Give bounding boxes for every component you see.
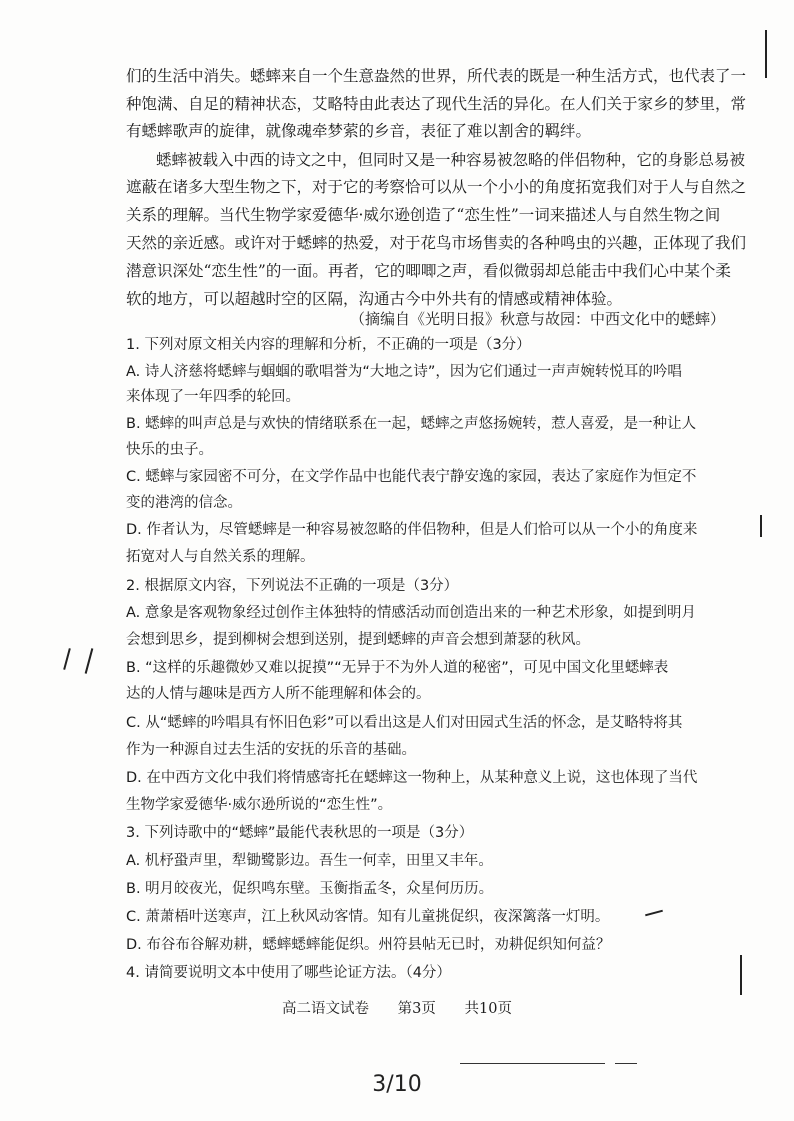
scan-mark xyxy=(760,515,762,537)
question-1-option-d-cont: 拓宽对人与自然关系的理解。 xyxy=(126,549,315,565)
exam-title: 高二语文试卷 xyxy=(282,1001,370,1017)
question-2-option-d-cont: 生物学家爱德华·威尔逊所说的“恋生性”。 xyxy=(126,797,393,813)
question-2-option-c-cont: 作为一种源自过去生活的安抚的乐音的基础。 xyxy=(126,742,416,758)
passage-line: 遮蔽在诸多大型生物之下，对于它的考察恰可以从一个小小的角度拓宽我们对于人与自然之 xyxy=(126,178,747,196)
question-2-stem: 2. 根据原文内容，下列说法不正确的一项是（3分） xyxy=(126,578,459,594)
passage-line: 们的生活中消失。蟋蟀来自一个生意盎然的世界，所代表的既是一种生活方式，也代表了一 xyxy=(126,67,747,85)
question-3-option-c: C. 萧萧梧叶送寒声，江上秋风动客情。知有儿童挑促织，夜深篱落一灯明。 xyxy=(126,909,610,925)
question-1-stem: 1. 下列对原文相关内容的理解和分析，不正确的一项是（3分） xyxy=(126,337,531,353)
question-2-option-a: A. 意象是客观物象经过创作主体独特的情感活动而创造出来的一种艺术形象，如提到明月 xyxy=(126,605,696,621)
passage-source: （摘编自《光明日报》秋意与故园：中西文化中的蟋蟀） xyxy=(350,310,726,328)
scan-mark xyxy=(740,955,742,995)
question-4-stem: 4. 请简要说明文本中使用了哪些论证方法。（4分） xyxy=(126,965,451,981)
question-2-option-a-cont: 会想到思乡，提到柳树会想到送别，提到蟋蟀的声音会想到萧瑟的秋风。 xyxy=(126,632,590,648)
question-2-option-c: C. 从“蟋蟀的吟唱具有怀旧色彩”可以看出这是人们对田园式生活的怀念，是艾略特将其 xyxy=(126,715,683,731)
passage-line: 软的地方，可以超越时空的区隔，沟通古今中外共有的情感或精神体验。 xyxy=(126,290,623,308)
question-1-option-b: B. 蟋蟀的叫声总是与欢快的情绪联系在一起，蟋蟀之声悠扬婉转，惹人喜爱，是一种让人 xyxy=(126,416,697,432)
question-1-option-a: A. 诗人济慈将蟋蟀与蝈蝈的歌唱誉为“大地之诗”，因为它们通过一声声婉转悦耳的吟唱 xyxy=(126,364,682,380)
pen-mark xyxy=(645,910,663,917)
question-2-option-d: D. 在中西方文化中我们将情感寄托在蟋蟀这一物种上，从某种意义上说，这也体现了当代 xyxy=(126,770,698,786)
page-number: 第3页 xyxy=(397,1001,436,1017)
scan-line xyxy=(460,1063,605,1064)
total-pages: 共10页 xyxy=(464,1001,512,1017)
passage-line: 蟋蟀被载入中西的诗文之中，但同时又是一种容易被忽略的伴侣物种，它的身影总易被 xyxy=(156,151,746,169)
question-3-option-b: B. 明月皎夜光，促织鸣东壁。玉衡指孟冬，众星何历历。 xyxy=(126,881,494,897)
scan-line xyxy=(615,1063,637,1064)
question-2-option-b: B. “这样的乐趣微妙又难以捉摸”“无异于不为外人道的秘密”，可见中国文化里蟋蟀表 xyxy=(126,660,669,676)
page-indicator: 3/10 xyxy=(372,1072,422,1097)
question-2-option-b-cont: 达的人情与趣味是西方人所不能理解和体会的。 xyxy=(126,686,431,702)
scan-mark xyxy=(85,648,94,674)
question-3-option-a: A. 机杼蛩声里，犁锄鹭影边。吾生一何幸，田里又丰年。 xyxy=(126,853,493,869)
question-1-option-d: D. 作者认为，尽管蟋蟀是一种容易被忽略的伴侣物种，但是人们恰可以从一个小的角度来 xyxy=(126,522,698,538)
question-1-option-c: C. 蟋蟀与家园密不可分，在文学作品中也能代表宁静安逸的家园，表达了家庭作为恒定不 xyxy=(126,469,697,485)
question-3-option-d: D. 布谷布谷解劝耕，蟋蟀蟋蟀能促织。州符县帖无已时，劝耕促织知何益？ xyxy=(126,937,611,953)
scan-mark xyxy=(63,648,71,670)
scan-mark xyxy=(765,30,767,78)
question-1-option-b-cont: 快乐的虫子。 xyxy=(126,442,213,458)
passage-line: 种饱满、自足的精神状态，艾略特由此表达了现代生活的异化。在人们关于家乡的梦里，常 xyxy=(126,95,747,113)
passage-line: 潜意识深处“恋生性”的一面。再者，它的唧唧之声，看似微弱却总能击中我们心中某个柔 xyxy=(126,262,731,280)
passage-line: 有蟋蟀歌声的旋律，就像魂牵梦萦的乡音，表征了难以割舍的羁绊。 xyxy=(126,122,592,140)
question-1-option-a-cont: 来体现了一年四季的轮回。 xyxy=(126,389,300,405)
question-3-stem: 3. 下列诗歌中的“蟋蟀”最能代表秋思的一项是（3分） xyxy=(126,825,474,841)
page-footer xyxy=(0,997,794,1018)
passage-line: 天然的亲近感。或许对于蟋蟀的热爱，对于花鸟市场售卖的各种鸣虫的兴趣，正体现了我们 xyxy=(126,234,747,252)
question-1-option-c-cont: 变的港湾的信念。 xyxy=(126,495,242,511)
passage-line: 关系的理解。当代生物学家爱德华·威尔逊创造了“恋生性”一词来描述人与自然生物之间 xyxy=(126,206,721,224)
